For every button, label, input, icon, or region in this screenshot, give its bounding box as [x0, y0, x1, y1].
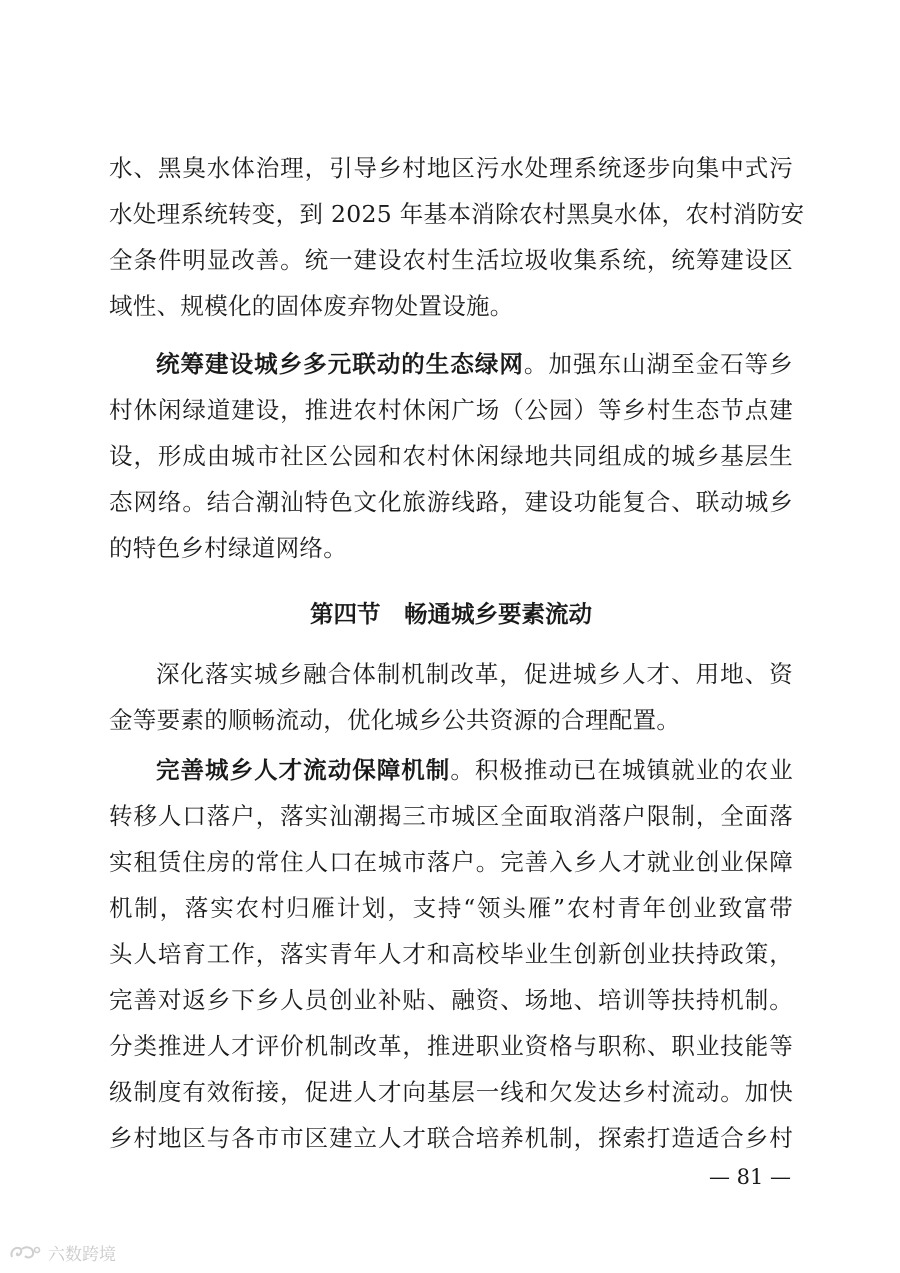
- text-line: 实租赁住房的常住人口在城市落户。完善入乡人才就业创业保障: [109, 848, 793, 876]
- text-run: 。加强东山湖至金石等乡: [523, 350, 793, 378]
- text-line: 分类推进人才评价机制改革，推进职业资格与职称、职业技能等: [109, 1032, 793, 1060]
- text-line: 设，形成由城市社区公园和农村休闲绿地共同组成的城乡基层生: [109, 442, 793, 470]
- bold-heading: 完善城乡人才流动保障机制: [156, 756, 451, 784]
- text-line: 头人培育工作，落实青年人才和高校毕业生创新创业扶持政策，: [109, 940, 793, 968]
- watermark-logo-icon: [8, 1243, 42, 1263]
- text-line: 金等要素的顺畅流动，优化城乡公共资源的合理配置。: [109, 706, 681, 734]
- document-page: [109, 145, 805, 1161]
- section-title: 第四节 畅通城乡要素流动: [310, 600, 592, 628]
- text-line: 完善对返乡下乡人员创业补贴、融资、场地、培训等扶持机制。: [109, 986, 793, 1014]
- text-line: 水处理系统转变，到 2025 年基本消除农村黑臭水体，农村消防安: [109, 200, 805, 228]
- watermark: [8, 1240, 116, 1265]
- paragraph-sewage: [109, 145, 805, 329]
- text-line: 的特色乡村绿道网络。: [109, 534, 347, 562]
- text-line: 深化落实城乡融合体制机制改革，促进城乡人才、用地、资: [156, 660, 793, 688]
- text-line: 乡村地区与各市市区建立人才联合培养机制，探索打造适合乡村: [109, 1124, 793, 1152]
- text-run: 。积极推动已在城镇就业的农业: [450, 756, 794, 784]
- text-line: 水、黑臭水体治理，引导乡村地区污水处理系统逐步向集中式污: [109, 154, 793, 182]
- bold-heading: 统筹建设城乡多元联动的生态绿网: [156, 350, 524, 378]
- watermark-text: 六数跨境: [48, 1245, 116, 1265]
- text-line: 村休闲绿道建设，推进农村休闲广场（公园）等乡村生态节点建: [109, 396, 793, 424]
- text-line: 域性、规模化的固体废弃物处置设施。: [109, 292, 514, 320]
- paragraph-eco-greenway: [109, 341, 793, 571]
- paragraph-talent: [109, 747, 793, 1161]
- text-line: [109, 341, 793, 387]
- paragraph-intro: [109, 651, 793, 743]
- text-line: [109, 747, 793, 793]
- text-line: 机制，落实农村归雁计划，支持“领头雁”农村青年创业致富带: [109, 894, 793, 922]
- text-line: 转移人口落户，落实汕潮揭三市城区全面取消落户限制，全面落: [109, 802, 793, 830]
- text-line: 态网络。结合潮汕特色文化旅游线路，建设功能复合、联动城乡: [109, 488, 793, 516]
- text-line: 级制度有效衔接，促进人才向基层一线和欠发达乡村流动。加快: [109, 1078, 793, 1106]
- page-number: — 81 —: [708, 1165, 792, 1189]
- text-line: 全条件明显改善。统一建设农村生活垃圾收集系统，统筹建设区: [109, 246, 793, 274]
